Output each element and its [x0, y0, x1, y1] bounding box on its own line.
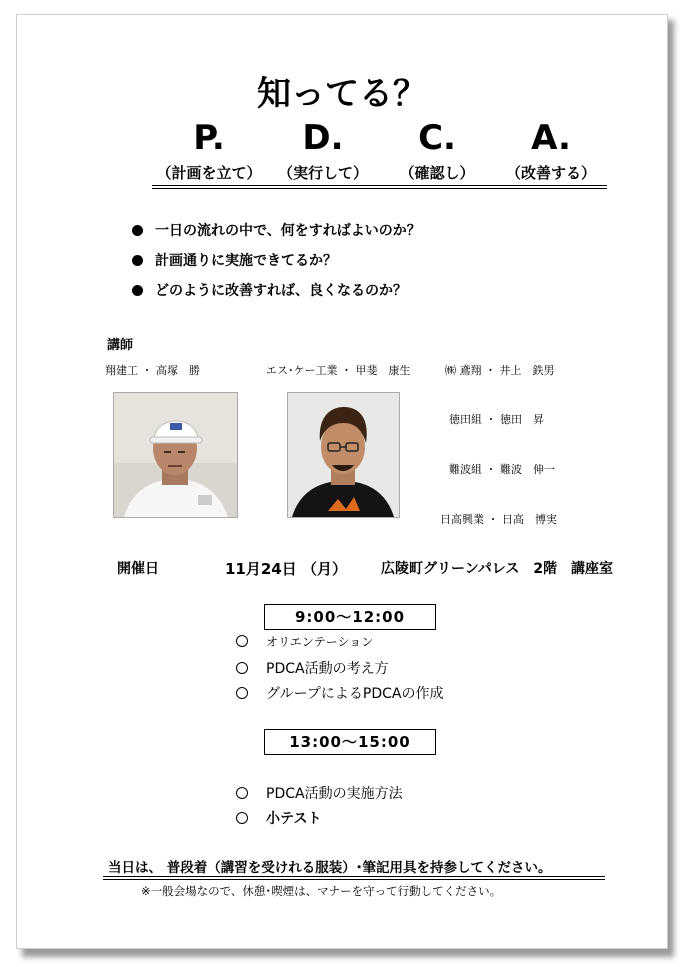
instructor-name: 日高興業 ・ 日高 博実 [440, 513, 557, 526]
event-date: 11月24日 （月） [225, 560, 347, 578]
circle-bullet-icon [236, 662, 248, 674]
pdca-meaning-plan: （計画を立て） [156, 164, 262, 182]
circle-bullet-icon [236, 787, 248, 799]
event-venue: 広陵町グリーンパレス 2階 講座室 [381, 561, 614, 577]
instructor-name: 翔建工 ・ 高塚 勝 [105, 364, 200, 377]
instructor-name: ㈱ 鳶翔 ・ 井上 鉄男 [445, 364, 555, 377]
event-date-label: 開催日 [117, 561, 159, 577]
agenda-item [236, 683, 443, 703]
pdca-letter-d: D. [302, 118, 344, 158]
page-title: 知ってる？ [257, 74, 427, 114]
instructor-photo [287, 392, 400, 518]
question-item [132, 250, 337, 270]
bullet-icon [132, 225, 143, 236]
question-text: 計画通りに実施できてるか？ [155, 253, 337, 269]
pdca-letter-c: C. [418, 118, 456, 158]
footer-divider [103, 876, 605, 880]
pdca-meaning-do: （実行して） [277, 164, 368, 182]
agenda-item [236, 633, 373, 650]
pdca-letter-p: P. [193, 118, 225, 158]
pdca-letter-a: A. [531, 118, 571, 158]
pdca-meaning-check: （確認し） [399, 164, 475, 182]
agenda-text: オリエンテーション [266, 635, 374, 649]
footer-note: ※一般会場なので、休憩･喫煙は、マナーを守って行動してください。 [141, 884, 502, 898]
bullet-icon [132, 255, 143, 266]
pdca-meaning-act: （改善する） [505, 164, 596, 182]
agenda-text: 小テスト [266, 811, 322, 827]
session-time-box: 9:00～12:00 [264, 604, 436, 630]
instructor-name: 難波組 ・ 難波 伸一 [449, 463, 555, 476]
agenda-item [236, 808, 321, 828]
agenda-text: PDCA活動の考え方 [266, 661, 389, 677]
agenda-text: グループによるPDCAの作成 [266, 686, 444, 702]
bullet-icon [132, 285, 143, 296]
question-text: どのように改善すれば、良くなるのか？ [155, 283, 407, 299]
instructor-photo [113, 392, 238, 518]
question-item [132, 280, 407, 300]
instructor-name: 徳田組 ・ 徳田 昇 [449, 413, 544, 426]
question-item [132, 220, 421, 240]
agenda-text: PDCA活動の実施方法 [266, 786, 403, 802]
title-divider [152, 185, 607, 189]
instructor-name: エス･ケー工業 ・ 甲斐 康生 [266, 364, 411, 377]
circle-bullet-icon [236, 687, 248, 699]
instructors-heading: 講師 [107, 338, 134, 353]
question-text: 一日の流れの中で、何をすればよいのか？ [155, 223, 421, 239]
circle-bullet-icon [236, 812, 248, 824]
footer-notice: 当日は、 普段着（講習を受けれる服装）･筆記用具を持参してください。 [108, 860, 552, 876]
circle-bullet-icon [236, 635, 248, 647]
session-time-box: 13:00～15:00 [264, 729, 436, 755]
agenda-item [236, 658, 389, 678]
agenda-item [236, 783, 403, 803]
